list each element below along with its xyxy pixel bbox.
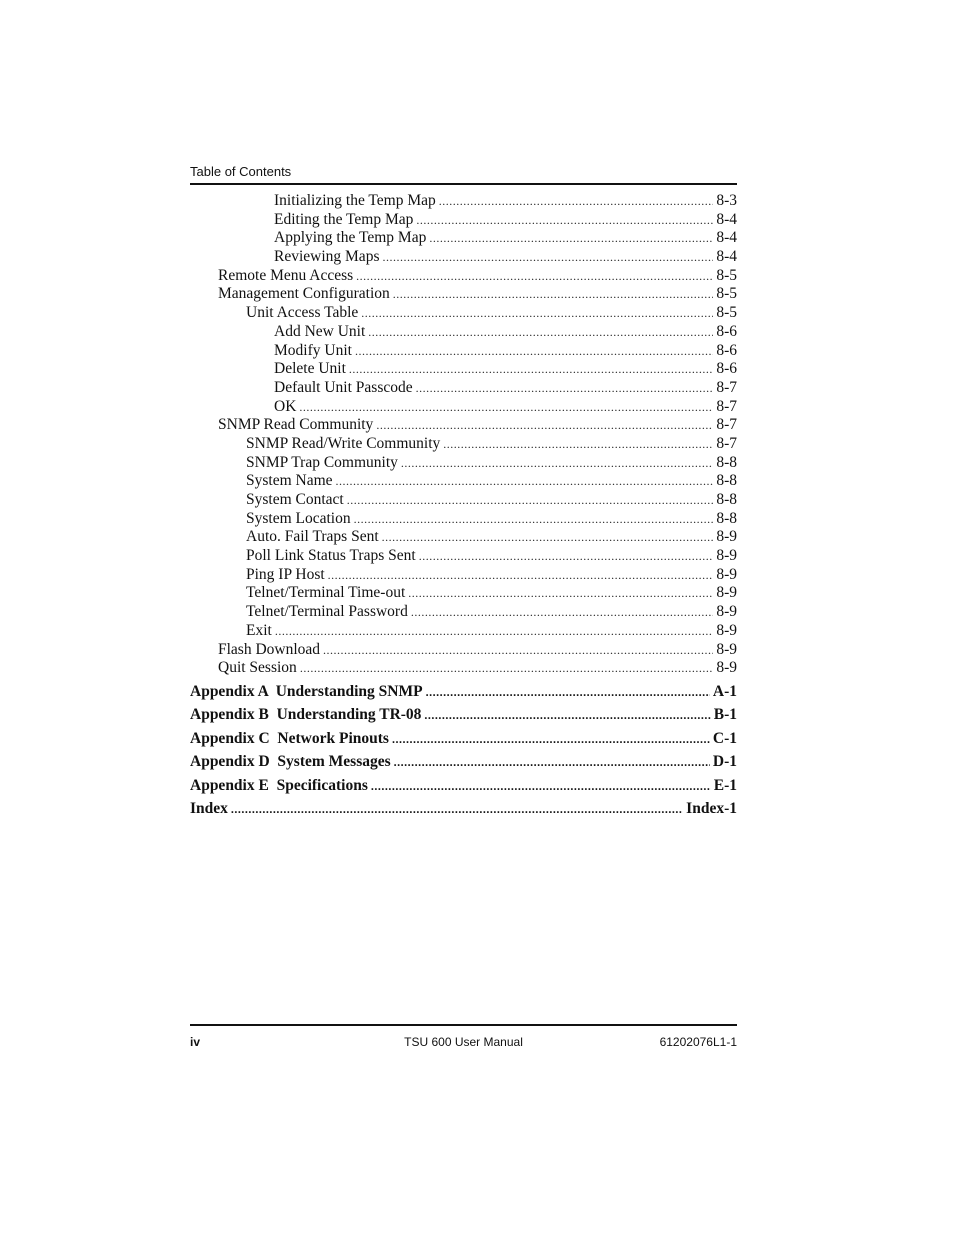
toc-entry-title: System Location bbox=[246, 509, 351, 527]
toc-entry-page: 8-8 bbox=[716, 472, 737, 490]
toc-entry-page: 8-9 bbox=[716, 621, 737, 639]
appendix-entry[interactable] bbox=[190, 706, 737, 729]
toc-entry-title: Delete Unit bbox=[274, 360, 346, 378]
appendix-entry[interactable] bbox=[190, 730, 737, 753]
appendix-entry[interactable] bbox=[190, 753, 737, 776]
toc-entry[interactable] bbox=[190, 603, 737, 622]
appendix-page: D-1 bbox=[712, 753, 737, 771]
toc-entry[interactable] bbox=[190, 566, 737, 585]
toc-entry-title: SNMP Trap Community bbox=[246, 453, 398, 471]
toc-entry[interactable] bbox=[190, 584, 737, 603]
dot-leader bbox=[349, 360, 713, 379]
appendix-page: B-1 bbox=[713, 706, 737, 724]
dot-leader bbox=[299, 398, 713, 417]
toc-entry[interactable] bbox=[190, 379, 737, 398]
toc-entry[interactable] bbox=[190, 323, 737, 342]
appendix-title: Appendix D System Messages bbox=[190, 753, 391, 771]
index-title: Index bbox=[190, 799, 228, 817]
footer-doc-number: 61202076L1-1 bbox=[659, 1035, 737, 1049]
appendix-list bbox=[190, 683, 737, 823]
toc-entry[interactable] bbox=[190, 472, 737, 491]
toc-entry-page: 8-7 bbox=[716, 397, 737, 415]
toc-entry-title: Add New Unit bbox=[274, 322, 366, 340]
toc-entry[interactable] bbox=[190, 192, 737, 211]
dot-leader bbox=[411, 603, 713, 622]
appendix-title: Appendix E Specifications bbox=[190, 776, 368, 794]
dot-leader bbox=[416, 379, 714, 398]
toc-entry-page: 8-5 bbox=[716, 285, 737, 303]
toc-entry-page: 8-9 bbox=[716, 640, 737, 658]
appendix-title: Appendix C Network Pinouts bbox=[190, 729, 389, 747]
toc-entry-page: 8-9 bbox=[716, 565, 737, 583]
index-page: Index-1 bbox=[686, 799, 737, 817]
dot-leader bbox=[275, 622, 713, 641]
toc-entry[interactable] bbox=[190, 416, 737, 435]
toc-entry-title: System Contact bbox=[246, 491, 344, 508]
toc-entry-page: 8-9 bbox=[716, 659, 737, 677]
toc-entry-page: 8-6 bbox=[716, 341, 737, 359]
appendix-title: Appendix B Understanding TR-08 bbox=[190, 706, 422, 724]
toc-entry-title: Ping IP Host bbox=[246, 565, 325, 583]
toc-list bbox=[190, 192, 737, 678]
appendix-page: E-1 bbox=[713, 776, 737, 794]
dot-leader bbox=[328, 566, 714, 585]
toc-entry-title: Auto. Fail Traps Sent bbox=[246, 528, 379, 546]
dot-leader bbox=[429, 229, 713, 248]
dot-leader bbox=[443, 435, 713, 454]
toc-entry-page: 8-7 bbox=[716, 434, 737, 452]
toc-entry[interactable] bbox=[190, 360, 737, 379]
dot-leader bbox=[426, 683, 710, 701]
toc-entry-title: System Name bbox=[246, 472, 333, 490]
appendix-page: C-1 bbox=[712, 729, 737, 747]
toc-entry-page: 8-8 bbox=[716, 491, 737, 508]
toc-entry-page: 8-3 bbox=[716, 192, 737, 209]
toc-entry-title: Applying the Temp Map bbox=[274, 229, 427, 247]
toc-entry[interactable] bbox=[190, 267, 737, 286]
dot-leader bbox=[354, 510, 714, 529]
dot-leader bbox=[371, 777, 711, 795]
toc-entry-page: 8-9 bbox=[716, 584, 737, 602]
header-rule bbox=[190, 183, 737, 185]
dot-leader bbox=[347, 491, 714, 510]
toc-entry-page: 8-5 bbox=[716, 266, 737, 284]
dot-leader bbox=[355, 342, 713, 361]
toc-entry[interactable] bbox=[190, 342, 737, 361]
footer-page-number: iv bbox=[190, 1035, 201, 1049]
dot-leader bbox=[300, 659, 714, 678]
dot-leader bbox=[424, 706, 710, 724]
dot-leader bbox=[439, 192, 714, 211]
dot-leader bbox=[231, 800, 683, 818]
toc-entry-page: 8-6 bbox=[716, 360, 737, 378]
toc-entry[interactable] bbox=[190, 211, 737, 230]
toc-entry-title: Exit bbox=[246, 621, 272, 639]
toc-entry-page: 8-7 bbox=[716, 416, 737, 434]
dot-leader bbox=[401, 454, 713, 473]
footer-manual-title: TSU 600 User Manual bbox=[404, 1035, 523, 1049]
toc-entry[interactable] bbox=[190, 454, 737, 473]
dot-leader bbox=[376, 416, 713, 435]
toc-entry-page: 8-8 bbox=[716, 453, 737, 471]
toc-entry-title: Telnet/Terminal Password bbox=[246, 603, 408, 621]
toc-entry-title: Telnet/Terminal Time-out bbox=[246, 584, 406, 602]
toc-entry-title: Unit Access Table bbox=[246, 304, 359, 322]
toc-entry[interactable] bbox=[190, 398, 737, 417]
toc-entry[interactable] bbox=[190, 510, 737, 529]
toc-entry-title: Default Unit Passcode bbox=[274, 378, 413, 396]
toc-entry-title: Editing the Temp Map bbox=[274, 210, 414, 228]
index-entry[interactable] bbox=[190, 800, 737, 823]
footer-rule bbox=[190, 1024, 737, 1026]
toc-entry-page: 8-9 bbox=[716, 528, 737, 546]
dot-leader bbox=[416, 211, 713, 230]
dot-leader bbox=[394, 753, 710, 771]
toc-entry-page: 8-5 bbox=[716, 304, 737, 322]
toc-entry-title: Initializing the Temp Map bbox=[274, 192, 436, 209]
toc-entry-page: 8-7 bbox=[716, 378, 737, 396]
toc-entry[interactable] bbox=[190, 248, 737, 267]
appendix-title: Appendix A Understanding SNMP bbox=[190, 683, 423, 700]
toc-entry-title: Quit Session bbox=[218, 659, 297, 677]
dot-leader bbox=[382, 248, 713, 267]
toc-entry-title: Poll Link Status Traps Sent bbox=[246, 547, 416, 565]
toc-entry[interactable] bbox=[190, 304, 737, 323]
toc-entry-title: Remote Menu Access bbox=[218, 266, 354, 284]
dot-leader bbox=[419, 547, 714, 566]
toc-entry[interactable] bbox=[190, 528, 737, 547]
toc-entry[interactable] bbox=[190, 435, 737, 454]
toc-entry-page: 8-8 bbox=[716, 509, 737, 527]
appendix-entry[interactable] bbox=[190, 777, 737, 800]
toc-entry[interactable] bbox=[190, 659, 737, 678]
running-header: Table of Contents bbox=[190, 164, 292, 179]
appendix-page: A-1 bbox=[712, 683, 737, 700]
toc-entry[interactable] bbox=[190, 229, 737, 248]
toc-entry[interactable] bbox=[190, 285, 737, 304]
dot-leader bbox=[323, 641, 713, 660]
toc-entry-title: Reviewing Maps bbox=[274, 248, 380, 266]
toc-entry-page: 8-4 bbox=[716, 210, 737, 228]
toc-entry-title: Management Configuration bbox=[218, 285, 390, 303]
toc-entry-title: OK bbox=[274, 397, 297, 415]
toc-entry-page: 8-9 bbox=[716, 547, 737, 565]
toc-entry[interactable] bbox=[190, 491, 737, 510]
dot-leader bbox=[368, 323, 713, 342]
dot-leader bbox=[336, 472, 714, 491]
dot-leader bbox=[408, 584, 713, 603]
toc-entry[interactable] bbox=[190, 547, 737, 566]
toc-entry-page: 8-9 bbox=[716, 603, 737, 621]
toc-entry-title: Modify Unit bbox=[274, 341, 352, 359]
appendix-entry[interactable] bbox=[190, 683, 737, 706]
toc-entry[interactable] bbox=[190, 641, 737, 660]
dot-leader bbox=[393, 285, 714, 304]
dot-leader bbox=[382, 528, 714, 547]
dot-leader bbox=[361, 304, 713, 323]
toc-entry-page: 8-6 bbox=[716, 322, 737, 340]
toc-entry-page: 8-4 bbox=[716, 229, 737, 247]
dot-leader bbox=[356, 267, 713, 286]
dot-leader bbox=[392, 730, 710, 748]
toc-entry-title: SNMP Read Community bbox=[218, 416, 374, 434]
toc-entry-title: SNMP Read/Write Community bbox=[246, 434, 441, 452]
toc-entry[interactable] bbox=[190, 622, 737, 641]
toc-entry-title: Flash Download bbox=[218, 640, 321, 658]
page-footer bbox=[190, 1035, 737, 1051]
toc-entry-page: 8-4 bbox=[716, 248, 737, 266]
